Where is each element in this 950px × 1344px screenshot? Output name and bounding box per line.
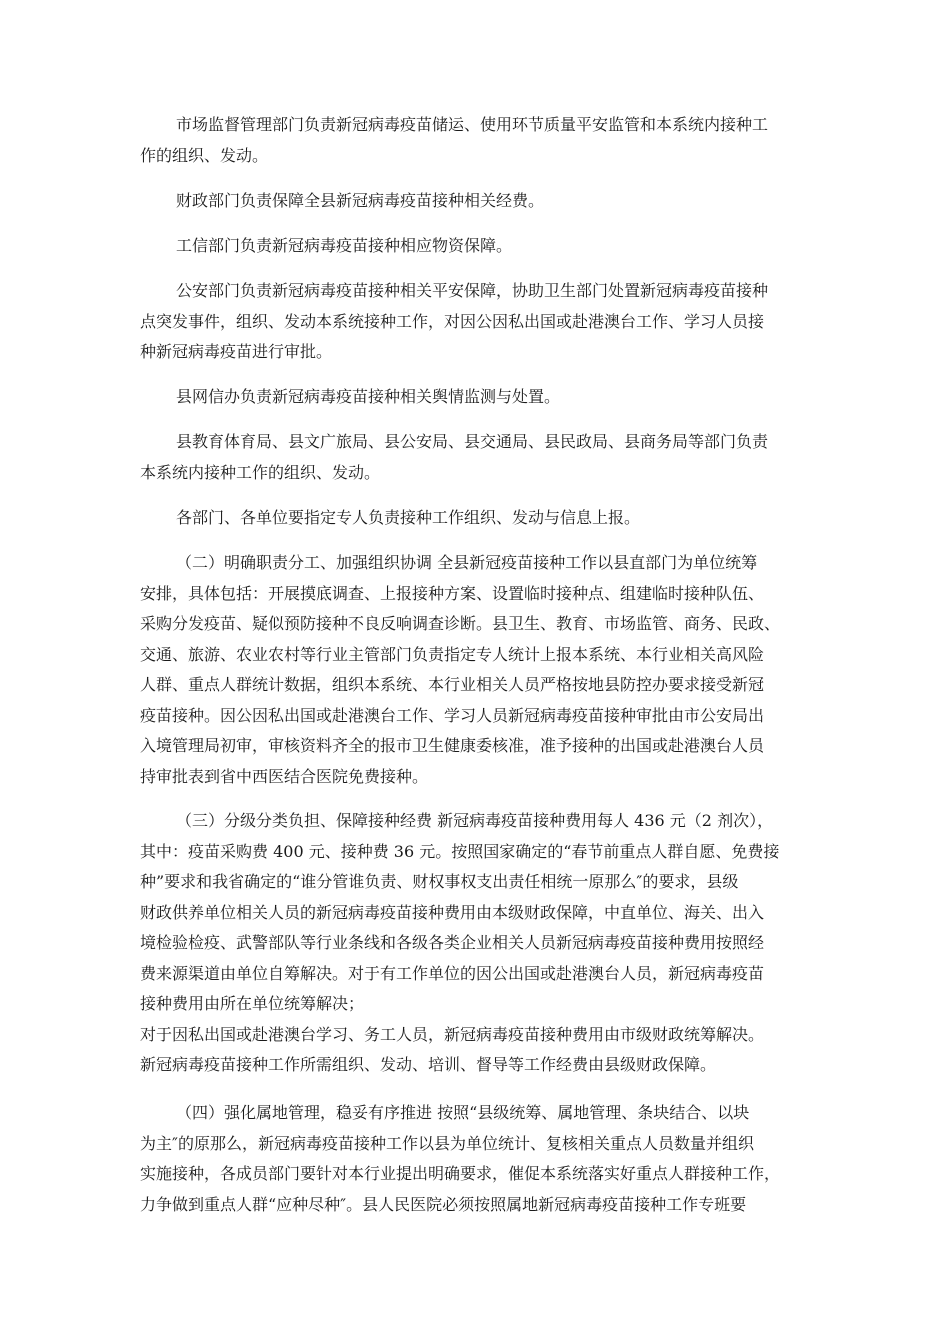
text-line: 费来源渠道由单位自筹解决。对于有工作单位的因公出国或赴港澳台人员，新冠病毒疫苗	[140, 963, 765, 983]
text-line: 实施接种，各成员部门要针对本行业提出明确要求，催促本系统落实好重点人群接种工作，	[140, 1164, 781, 1183]
text-line: （三）分级分类负担、保障接种经费 新冠病毒疫苗接种费用每人 436 元（2 剂次），	[176, 811, 774, 830]
text-line: 交通、旅游、农业农村等行业主管部门负责指定专人统计上报本系统、本行业相关高风险	[140, 644, 765, 664]
text-line: 公安部门负责新冠病毒疫苗接种相关平安保障，协助卫生部门处置新冠病毒疫苗接种	[176, 281, 769, 300]
text-line: 本系统内接种工作的组织、发动。	[140, 462, 381, 482]
text-line: 入境管理局初审，审核资料齐全的报市卫生健康委核准，准予接种的出国或赴港澳台人员	[140, 736, 765, 755]
paragraph-section-two	[140, 548, 820, 792]
text-line: 其中：疫苗采购费 400 元、接种费 36 元。按照国家确定的“春节前重点人群自愿、免费接	[140, 841, 780, 861]
text-line: 新冠病毒疫苗接种工作所需组织、发动、培训、督导等工作经费由县级财政保障。	[140, 1055, 717, 1074]
text-line: 安排，具体包括：开展摸底调查、上报接种方案、设置临时接种点、组建临时接种队伍、	[140, 583, 765, 603]
paragraph-designated-staff	[140, 503, 820, 534]
paragraph-industry-info	[140, 231, 820, 262]
text-line: 对于因私出国或赴港澳台学习、务工人员，新冠病毒疫苗接种费用由市级财政统筹解决。	[140, 1024, 765, 1044]
text-line: 采购分发疫苗、疑似预防接种不良反响调查诊断。县卫生、教育、市场监管、商务、民政、	[140, 614, 781, 633]
text-line: 种”要求和我省确定的“谁分管谁负责、财权事权支出责任相统一原那么″的要求，县级	[140, 872, 739, 891]
text-line: 财政供养单位相关人员的新冠病毒疫苗接种费用由本级财政保障，中直单位、海关、出入	[140, 902, 765, 922]
paragraph-county-bureaus	[140, 427, 820, 488]
text-line: 作的组织、发动。	[140, 145, 269, 165]
text-line: 县教育体育局、县文广旅局、县公安局、县交通局、县民政局、县商务局等部门负责	[176, 432, 769, 451]
text-line: 点突发事件，组织、发动本系统接种工作，对因公因私出国或赴港澳台工作、学习人员接	[140, 311, 765, 331]
paragraph-public-security	[140, 276, 820, 368]
text-line: 疫苗接种。因公因私出国或赴港澳台工作、学习人员新冠病毒疫苗接种审批由市公安局出	[140, 705, 765, 725]
paragraph-market-supervision	[140, 110, 820, 171]
text-line: 各部门、各单位要指定专人负责接种工作组织、发动与信息上报。	[176, 508, 641, 527]
paragraph-section-four	[140, 1098, 820, 1220]
text-line: 财政部门负责保障全县新冠病毒疫苗接种相关经费。	[176, 191, 545, 210]
text-line: 持审批表到省中西医结合医院免费接种。	[140, 766, 429, 786]
text-line: 种新冠病毒疫苗进行审批。	[140, 342, 333, 361]
paragraph-section-three	[140, 806, 820, 1081]
text-line: 市场监督管理部门负责新冠病毒疫苗储运、使用环节质量平安监管和本系统内接种工	[176, 115, 769, 134]
text-line: 县网信办负责新冠病毒疫苗接种相关舆情监测与处置。	[176, 387, 561, 406]
text-line: 接种费用由所在单位统筹解决；	[140, 994, 365, 1013]
text-line: 力争做到重点人群“应种尽种″。县人民医院必须按照属地新冠病毒疫苗接种工作专班要	[140, 1194, 747, 1214]
text-line: 工信部门负责新冠病毒疫苗接种相应物资保障。	[176, 236, 513, 255]
text-line: （二）明确职责分工、加强组织协调 全县新冠疫苗接种工作以县直部门为单位统筹	[176, 553, 758, 572]
text-line: 人群、重点人群统计数据，组织本系统、本行业相关人员严格按地县防控办要求接受新冠	[140, 675, 765, 694]
text-line: （四）强化属地管理，稳妥有序推进 按照“县级统筹、属地管理、条块结合、以块	[176, 1103, 750, 1122]
text-line: 境检验检疫、武警部队等行业条线和各级各类企业相关人员新冠病毒疫苗接种费用按照经	[140, 933, 765, 952]
text-line: 为主″的原那么，新冠病毒疫苗接种工作以县为单位统计、复核相关重点人员数量并组织	[140, 1133, 754, 1153]
paragraph-cyberspace	[140, 382, 820, 413]
paragraph-finance	[140, 186, 820, 217]
